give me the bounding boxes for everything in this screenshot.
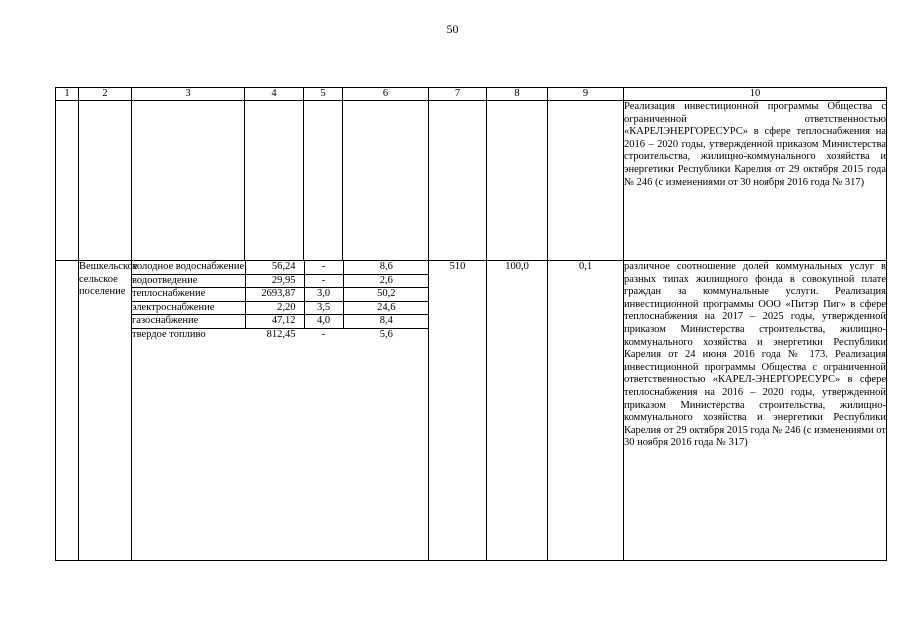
service-value-4: 47,12 [245, 315, 304, 329]
service-value-6: 8,4 [343, 315, 429, 329]
service-value-4: 56,24 [245, 261, 304, 274]
header-row [56, 88, 887, 101]
table-row [56, 261, 887, 561]
service-value-5: 4,0 [304, 315, 343, 329]
services-table [132, 261, 429, 343]
header-cell: 7 [429, 88, 487, 101]
service-row [132, 328, 429, 342]
data-table [55, 87, 887, 561]
service-value-5: - [304, 261, 343, 274]
service-value-6: 2,6 [343, 274, 429, 288]
header-cell: 2 [79, 88, 132, 101]
header-cell: 1 [56, 88, 79, 101]
service-value-4: 2,20 [245, 301, 304, 315]
program-text: Реализация инвестиционной программы Общества с ограниченной ответственностью «КАРЕЛЭНЕРГОРЕСУРС» в сфере теплоснабжения на 2016 – 2020 годы, утвержденной приказом Министерства строительства, жилищно-коммунального хозяйства и энергетики Республики Карелия от 29 октября 2015 года № 246 (с изменениями от 30 ноября 2016 года № 317) [624, 101, 887, 261]
header-cell: 6 [343, 88, 429, 101]
header-cell: 8 [487, 88, 548, 101]
service-row [132, 315, 429, 329]
service-value-6: 8,6 [343, 261, 429, 274]
service-name: газоснабжение [132, 315, 245, 329]
service-value-6: 24,6 [343, 301, 429, 315]
service-value-6: 5,6 [379, 328, 393, 340]
value-col7: 510 [429, 261, 487, 561]
header-cell: 3 [132, 88, 245, 101]
service-row [132, 274, 429, 288]
table-row [56, 101, 887, 261]
value-col8: 100,0 [487, 261, 548, 561]
service-value-5: 3,0 [304, 288, 343, 302]
header-cell: 5 [304, 88, 343, 101]
description-text: различное соотношение долей коммунальных услуг в разных типах жилищного фонда в совокупной плате граждан за коммунальные услуги. Реализация инвестиционной программы ООО «Питэр Пиг» в сфере теплоснабжения на 2017 – 2025 годы, утвержденной приказом Министерства строительства, жилищно-коммунального хозяйства и энергетики Республики Карелия от 24 июня 2016 года № 173. Реализация инвестиционной программы Общества с ограниченной ответственностью «КАРЕЛ-ЭНЕРГОРЕСУРС» в сфере теплоснабжения на 2016 – 2020 годы, утвержденной приказом Министерства строительства, жилищно-коммунального хозяйства и энергетики Республики Карелия от 29 октября 2015 года № 246 (с изменениями от 30 ноября 2016 года № 317) [624, 261, 887, 561]
value-col9: 0,1 [548, 261, 624, 561]
header-cell: 9 [548, 88, 624, 101]
service-value-5: 3,5 [304, 301, 343, 315]
service-value-5: - [321, 328, 326, 340]
header-cell: 4 [245, 88, 304, 101]
page-number: 50 [446, 22, 459, 36]
service-row [132, 261, 429, 274]
service-value-4: 812,45 [266, 328, 296, 340]
service-value-5: - [304, 274, 343, 288]
service-value-4: 2693,87 [245, 288, 304, 302]
header-cell: 10 [624, 88, 887, 101]
service-value-4: 29,95 [245, 274, 304, 288]
service-row [132, 288, 429, 302]
services-block [132, 261, 429, 561]
service-name: твердое топливо [132, 328, 206, 340]
settlement-name: Вешкельское сельское поселение [79, 261, 132, 561]
service-row [132, 301, 429, 315]
service-name: теплоснабжение [132, 288, 245, 302]
service-name: холодное водоснабжение [132, 261, 245, 274]
service-name: водоотведение [132, 274, 245, 288]
service-name: электроснабжение [132, 301, 245, 315]
service-value-6: 50,2 [343, 288, 429, 302]
